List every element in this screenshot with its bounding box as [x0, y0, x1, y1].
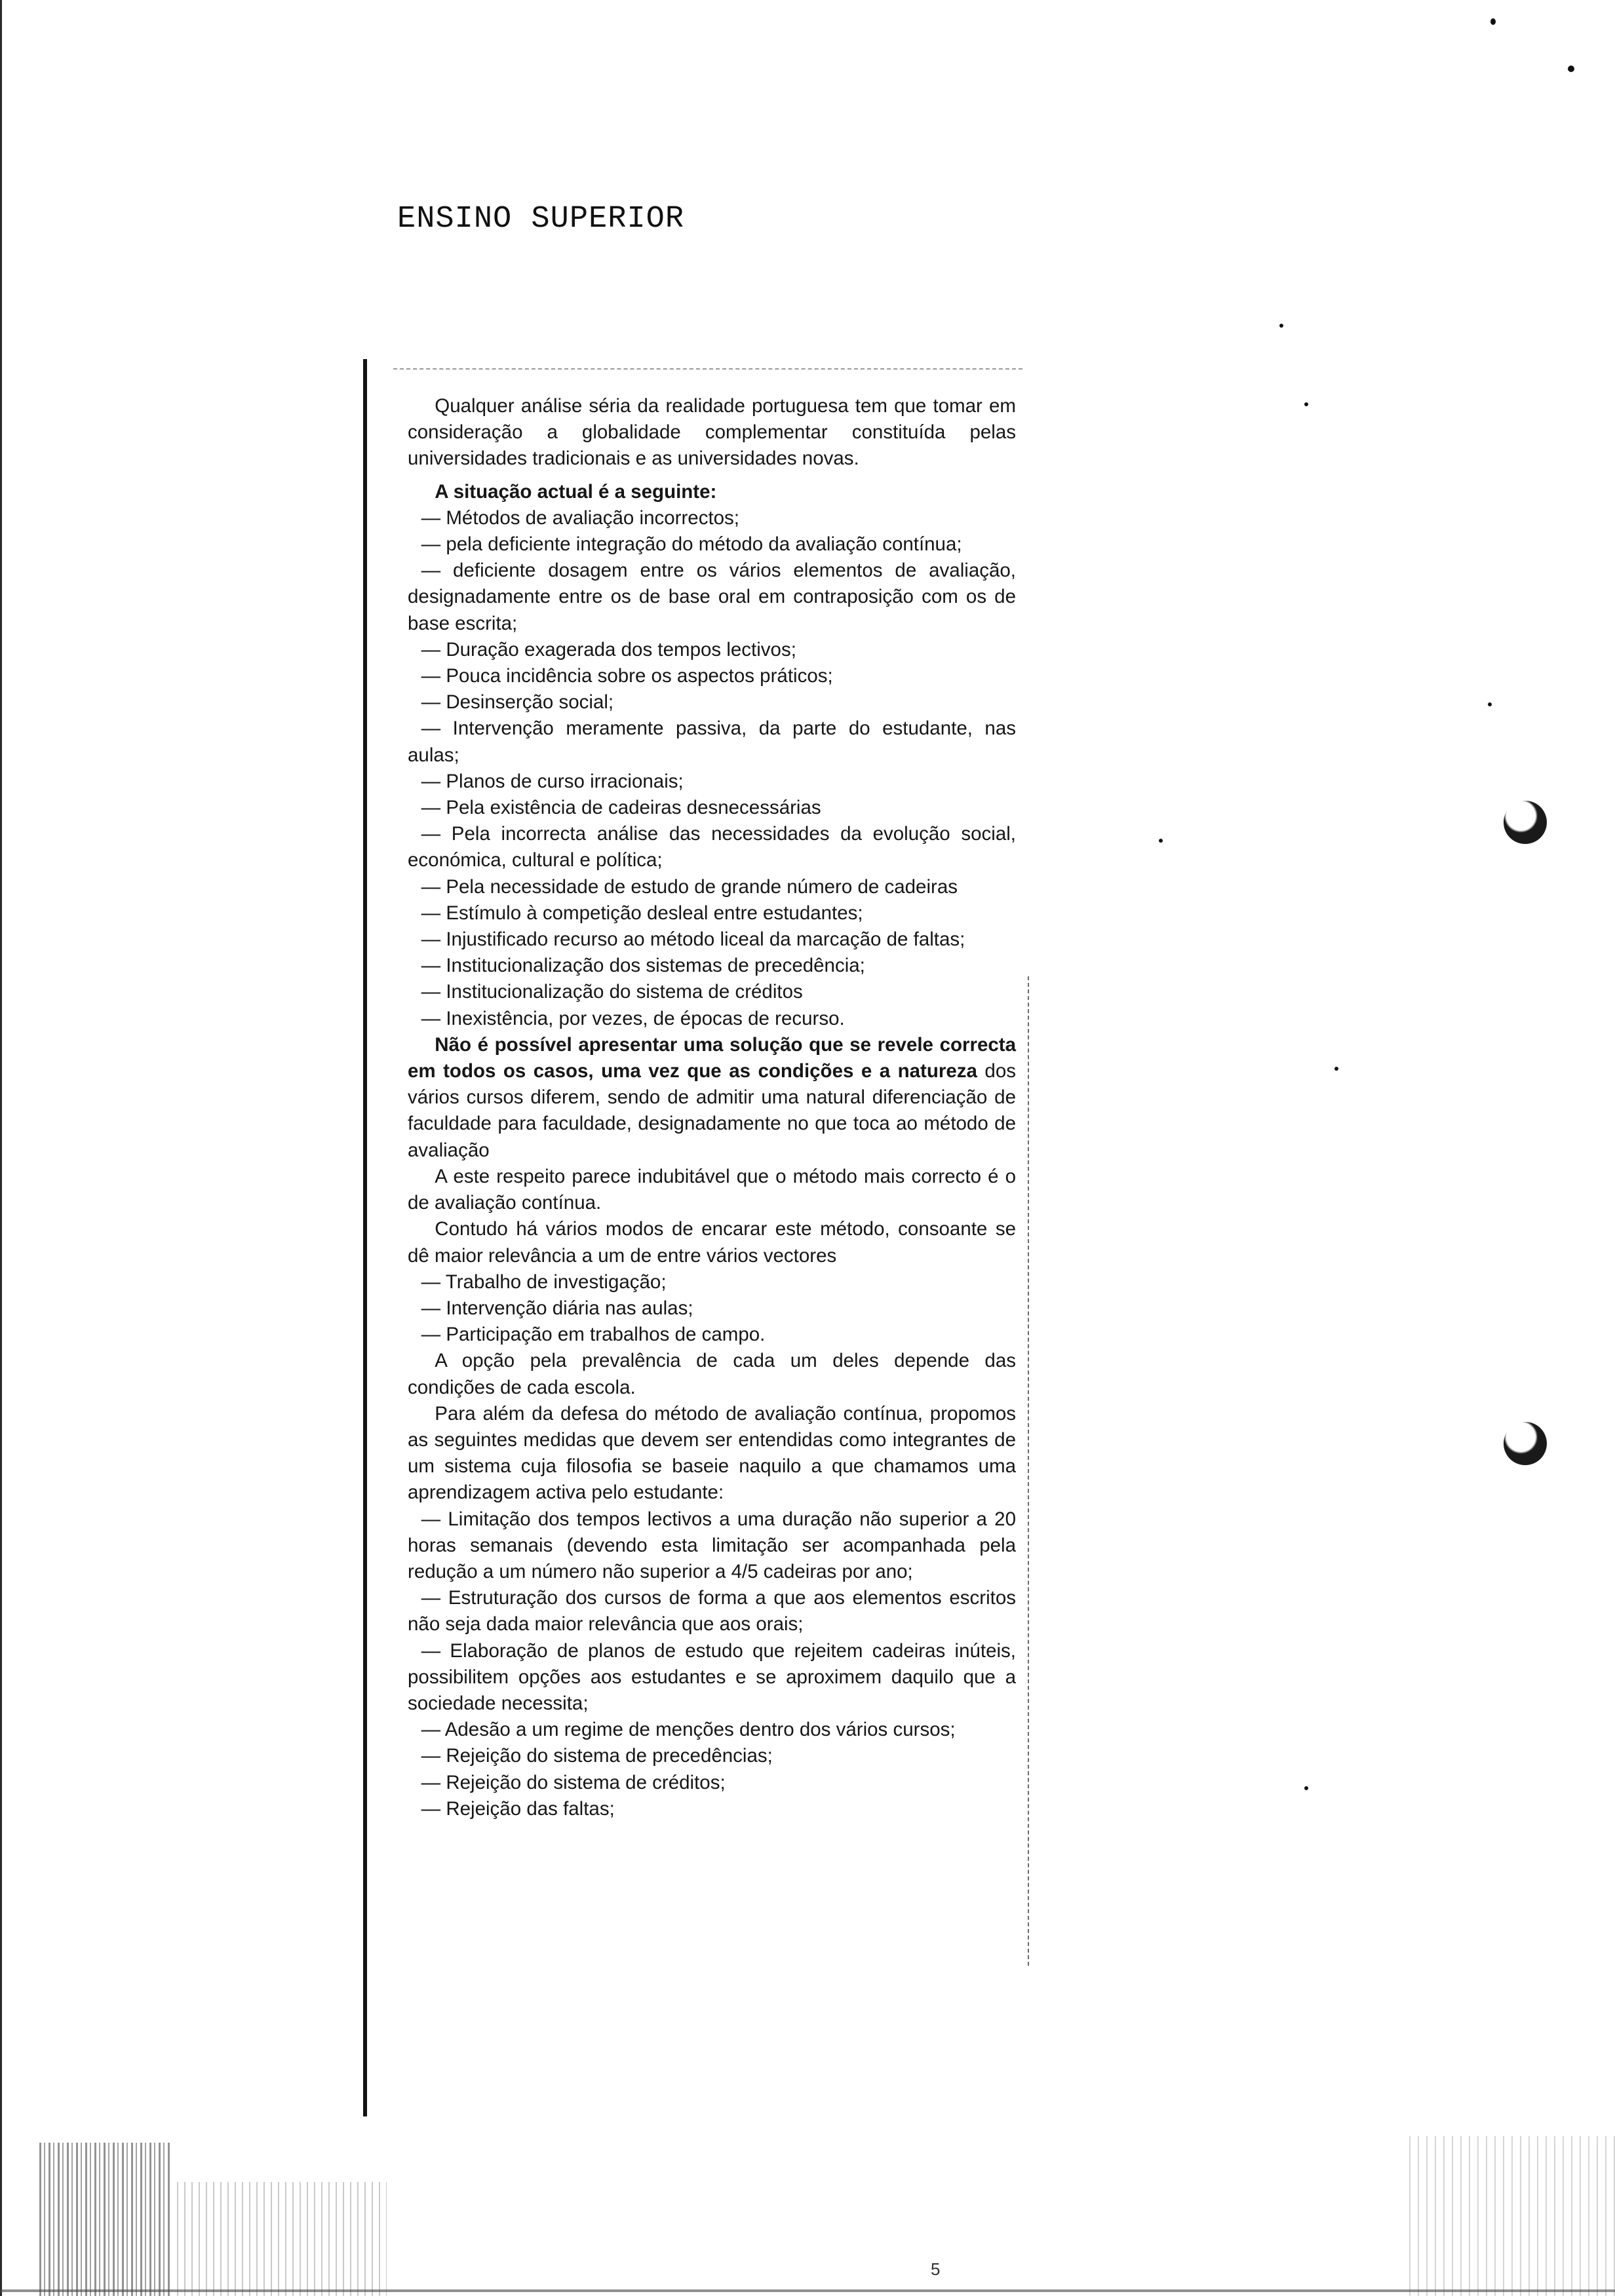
punch-hole-bottom: [1504, 1422, 1547, 1465]
problem-item: — deficiente dosagem entre os vários elementos de avaliação, designadamente entre os de base oral em contraposição com os de base escrita;: [408, 560, 1016, 634]
scan-speck: [1490, 18, 1496, 25]
scan-noise-bottom-left-2: [177, 2182, 387, 2296]
problem-item: — pela deficiente integração do método da avaliação contínua;: [421, 533, 962, 556]
beyond-paragraph: Para além da defesa do método de avaliação contínua, propomos as seguintes medidas que devem ser entendidas como integrantes de um sistema cuja filosofia se baseie naquilo a que chamamos uma aprendizagem activa pelo estudante:: [408, 1402, 1016, 1504]
problem-item: — Inexistência, por vezes, de épocas de recurso.: [421, 1007, 845, 1029]
vector-item: — Trabalho de investigação;: [421, 1271, 667, 1293]
vector-item: — Intervenção diária nas aulas;: [421, 1297, 693, 1319]
measure-item: — Adesão a um regime de menções dentro dos vários cursos;: [421, 1719, 956, 1741]
measure-item: — Estruturação dos cursos de forma a que aos elementos escritos não seja dada maior relevância que aos orais;: [408, 1587, 1016, 1636]
scan-speck: [1334, 1067, 1338, 1071]
situation-heading: A situação actual é a seguinte:: [435, 480, 717, 503]
problem-item: — Pela necessidade de estudo de grande número de cadeiras: [421, 875, 958, 898]
problem-item: — Institucionalização dos sistemas de precedência;: [421, 955, 865, 977]
measure-item: — Elaboração de planos de estudo que rejeitem cadeiras inúteis, possibilitem opções aos estudantes e se aproximem daquilo que a sociedade necessita;: [408, 1639, 1016, 1714]
column-left-rule: [363, 359, 367, 2116]
scan-speck: [1488, 702, 1492, 706]
scan-noise-bottom-left: [39, 2143, 170, 2296]
scan-noise-bottom-right: [1409, 2136, 1615, 2296]
problem-item: — Pouca incidência sobre os aspectos práticos;: [421, 665, 833, 687]
scan-speck: [1304, 402, 1308, 406]
problem-item: — Estímulo à competição desleal entre estudantes;: [421, 902, 863, 924]
option-paragraph: A opção pela prevalência de cada um deles depende das condições de cada escola.: [408, 1350, 1016, 1398]
solution-paragraph: [408, 1032, 1016, 1164]
respect-paragraph: A este respeito parece indubitável que o método mais correcto é o de avaliação contínua.: [408, 1165, 1016, 1214]
scan-speck: [1568, 66, 1574, 72]
problem-item: — Institucionalização do sistema de créditos: [421, 981, 803, 1003]
intro-paragraph: Qualquer análise séria da realidade portuguesa tem que tomar em consideração a globalidade complementar constituída pelas universidades tradicionais e as universidades novas.: [408, 395, 1016, 470]
problem-item: — Métodos de avaliação incorrectos;: [421, 507, 739, 529]
problem-item: — Pela incorrecta análise das necessidades da evolução social, económica, cultural e política;: [408, 823, 1016, 871]
problem-item: — Pela existência de cadeiras desnecessárias: [421, 797, 821, 819]
page-heading: ENSINO SUPERIOR: [397, 202, 685, 237]
problem-item: — Intervenção meramente passiva, da parte do estudante, nas aulas;: [408, 718, 1016, 766]
scan-speck: [1304, 1786, 1308, 1790]
measure-item: — Limitação dos tempos lectivos a uma duração não superior a 20 horas semanais (devendo esta limitação ser acompanhada pela redução a um número não superior a 4/5 cadeiras por ano;: [408, 1508, 1016, 1582]
column-right-rule: [1028, 976, 1029, 1966]
column-top-rule: [393, 368, 1022, 370]
however-paragraph: Contudo há vários modos de encarar este método, consoante se dê maior relevância a um de entre vários vectores: [408, 1218, 1016, 1267]
page-number: 5: [931, 2259, 941, 2279]
scan-bottom-edge: [0, 2289, 1615, 2292]
problem-item: — Desinserção social;: [421, 691, 614, 714]
measure-item: — Rejeição das faltas;: [421, 1797, 615, 1820]
problem-item: — Planos de curso irracionais;: [421, 770, 684, 792]
punch-hole-top: [1504, 801, 1547, 844]
solution-text: dos vários cursos diferem, sendo de admitir uma natural diferenciação de faculdade para faculdade, designadamente no que toca ao método de avaliação: [408, 1060, 1016, 1161]
scan-speck: [1159, 839, 1163, 843]
measure-item: — Rejeição do sistema de precedências;: [421, 1745, 773, 1767]
problem-item: — Duração exagerada dos tempos lectivos;: [421, 638, 796, 660]
article-column: [408, 389, 1016, 1822]
solution-bold-text: Não é possível apresentar uma solução que se revele correcta em todos os casos, uma vez que as condições e a natureza: [408, 1033, 1016, 1082]
problem-item: — Injustificado recurso ao método liceal da marcação de faltas;: [421, 928, 965, 951]
measure-item: — Rejeição do sistema de créditos;: [421, 1771, 726, 1793]
scan-left-edge: [0, 0, 2, 2296]
scan-speck: [1279, 324, 1283, 328]
vector-item: — Participação em trabalhos de campo.: [421, 1324, 766, 1346]
